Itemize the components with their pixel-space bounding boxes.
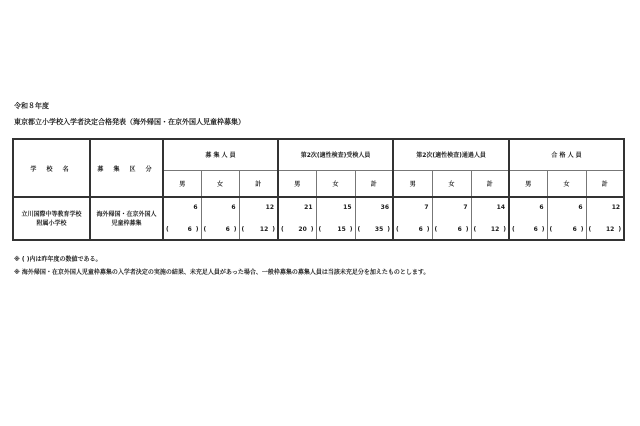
header-recruitment: 募 集 人 員: [163, 139, 278, 170]
header-accepted: 合 格 人 員: [509, 139, 624, 170]
school-name-cell: [13, 197, 90, 240]
header-female: 女: [201, 170, 239, 197]
school-name-line1: 立川国際中等教育学校: [21, 210, 82, 218]
accepted-female-cell: 6 ( 6 ): [547, 197, 586, 240]
school-name-line2: 附属小学校: [36, 219, 67, 227]
header-school-name: 学 校 名: [13, 139, 90, 197]
header-female: 女: [432, 170, 471, 197]
document-year: 令和８年度: [14, 102, 49, 110]
footnote-previous-year: ※ ( )内は昨年度の数値である。: [14, 256, 102, 263]
header-female: 女: [316, 170, 355, 197]
header-female: 女: [547, 170, 586, 197]
header-exam-passers: 第2次(適性検査)通過人員: [393, 139, 509, 170]
recruit-female-cell: 6 ( 6 ): [201, 197, 239, 240]
recruit-total-cell: 12 ( 12 ): [239, 197, 278, 240]
header-total: 計: [355, 170, 393, 197]
admission-results-table: [12, 138, 625, 241]
header-total: 計: [586, 170, 624, 197]
takers-female-cell: 15 ( 15 ): [316, 197, 355, 240]
header-category: 募 集 区 分: [90, 139, 163, 197]
header-male: 男: [163, 170, 201, 197]
header-total: 計: [471, 170, 509, 197]
header-total: 計: [239, 170, 278, 197]
footnote-unfilled-seats: ※ 海外帰国・在京外国人児童枠募集の入学者決定の実施の結果、未充足人員があった場合、一般枠募集の募集人員は当該未充足分を加えたものとします。: [14, 269, 430, 276]
category-line1: 海外帰国・在京外国人: [96, 210, 157, 218]
passers-male-cell: 7 ( 6 ): [393, 197, 432, 240]
header-male: 男: [393, 170, 432, 197]
accepted-male-cell: 6 ( 6 ): [509, 197, 547, 240]
header-male: 男: [509, 170, 547, 197]
takers-male-cell: 21 ( 20 ): [278, 197, 316, 240]
accepted-total-cell: 12 ( 12 ): [586, 197, 624, 240]
table-row: [13, 197, 624, 240]
passers-female-cell: 7 ( 6 ): [432, 197, 471, 240]
header-exam-takers: 第2次(適性検査)受検人員: [278, 139, 393, 170]
takers-total-cell: 36 ( 35 ): [355, 197, 393, 240]
footnotes: [14, 253, 429, 279]
document-title: 東京都立小学校入学者決定合格発表（海外帰国・在京外国人児童枠募集）: [14, 118, 245, 126]
category-line2: 児童枠募集: [111, 219, 142, 227]
header-male: 男: [278, 170, 316, 197]
category-cell: [90, 197, 163, 240]
recruit-male-cell: 6 ( 6 ): [163, 197, 201, 240]
passers-total-cell: 14 ( 12 ): [471, 197, 509, 240]
